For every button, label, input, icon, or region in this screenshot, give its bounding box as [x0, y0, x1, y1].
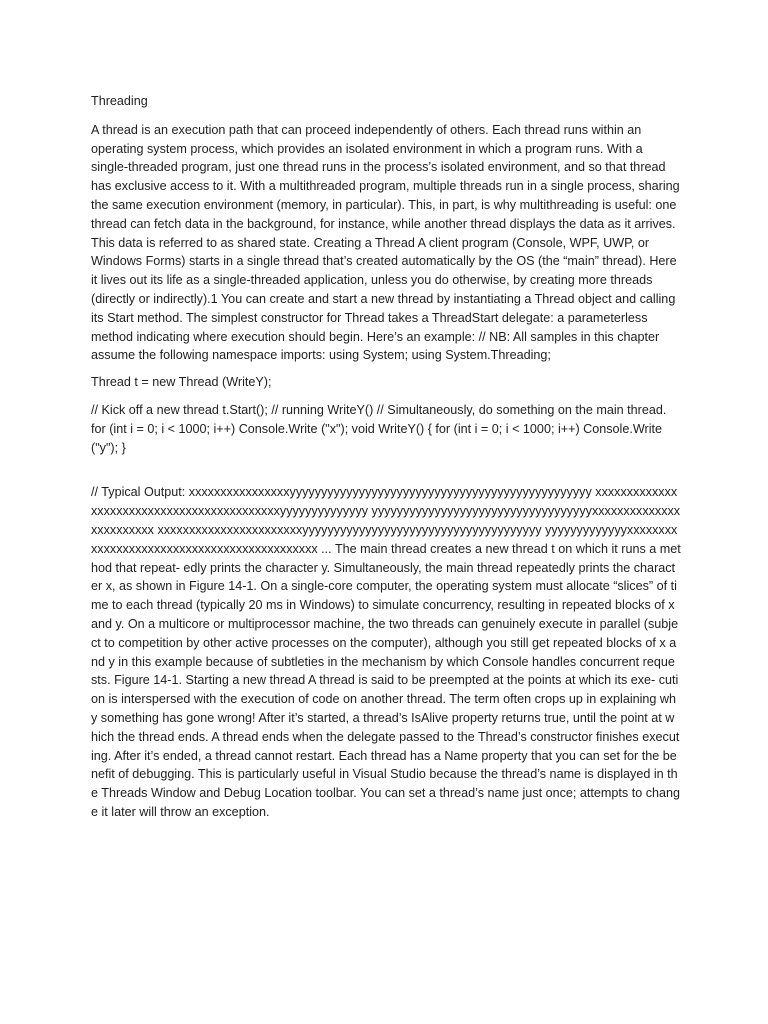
document-body	[91, 92, 681, 830]
paragraph-spacer	[91, 465, 681, 483]
paragraph-code-example: // Kick off a new thread t.Start(); // running WriteY() // Simultaneously, do something on the main thread. for (int i = 0; i < 1000; i++) Console.Write ("x"); void WriteY() { for (int i = 0; i < 1000; i++) Console.Write ("y"); }	[91, 402, 667, 455]
document-title: Threading	[91, 94, 148, 108]
paragraph-code-line: Thread t = new Thread (WriteY);	[91, 375, 272, 390]
paragraph-output-and-explanation: // Typical Output: xxxxxxxxxxxxxxxxyyyyyyyyyyyyyyyyyyyyyyyyyyyyyyyyyyyyyyyyyyyyyyyy xxxxxxxxxxxxxxxxxxxxxxxxxxxxxxxxxxxxxxxxxxxyyyyyyyyyyyyyy yyyyyyyyyyyyyyyyyyyyyyyyyyyyyyyyyyyxxxxxxxxxxxxxxxxxxxxxxxx xxxxxxxxxxxxxxxxxxxxxxxyyyyyyyyyyyyyyyyyyyyyyyyyyyyyyyyyyyyyy yyyyyyyyyyyyyxxxxxxxxxxxxxxxxxxxxxxxxxxxxxxxxxxxxxxxxxxxx ... The main thread creates a new thread t on which it runs a method that repeat- edly prints the character y. Simultaneously, the main thread repeatedly prints the character x, as shown in Figure 14-1. On a single-core computer, the operating system must allocate “slices” of time to each thread (typically 20 ms in Windows) to simulate concurrency, resulting in repeated blocks of x and y. On a multicore or multiprocessor machine, the two threads can genuinely execute in parallel (subject to competition by other active processes on the computer), although you still get repeated blocks of x and y in this example because of subtleties in the mechanism by which Console handles concurrent requests. Figure 14-1. Starting a new thread A thread is said to be preempted at the points at which its exe- cution is interspersed with the execution of code on another thread. The term often crops up in explaining why something has gone wrong! After it’s started, a thread’s IsAlive property returns true, until the point at which the thread ends. A thread ends when the delegate passed to the Thread’s constructor finishes executing. After it’s ended, a thread cannot restart. Each thread has a Name property that you can set for the benefit of debugging. This is particularly useful in Visual Studio because the thread’s name is displayed in the Threads Window and Debug Location toolbar. You can set a thread’s name just once; attempts to change it later will throw an exception.	[91, 485, 681, 819]
paragraph-intro: A thread is an execution path that can proceed independently of others. Each thread runs within an operating system process, which provides an isolated environment in which a program runs. With a single-threaded program, just one thread runs in the process’s isolated environment, and so that thread has exclusive access to it. With a multithreaded program, multiple threads run in a single process, sharing the same execution environment (memory, in particular). This, in part, is why multithreading is useful: one thread can fetch data in the background, for instance, while another thread displays the data as it arrives. This data is referred to as shared state. Creating a Thread A client program (Console, WPF, UWP, or Windows Forms) starts in a single thread that’s created automatically by the OS (the “main” thread). Here it lives out its life as a single-threaded application, unless you do otherwise, by creating more threads (directly or indirectly).1 You can create and start a new thread by instantiating a Thread object and calling its Start method. The simplest constructor for Thread takes a ThreadStart delegate: a parameterless method indicating where execution should begin. Here’s an example: // NB: All samples in this chapter assume the following namespace imports: using System; using System.Threading;	[91, 122, 680, 363]
